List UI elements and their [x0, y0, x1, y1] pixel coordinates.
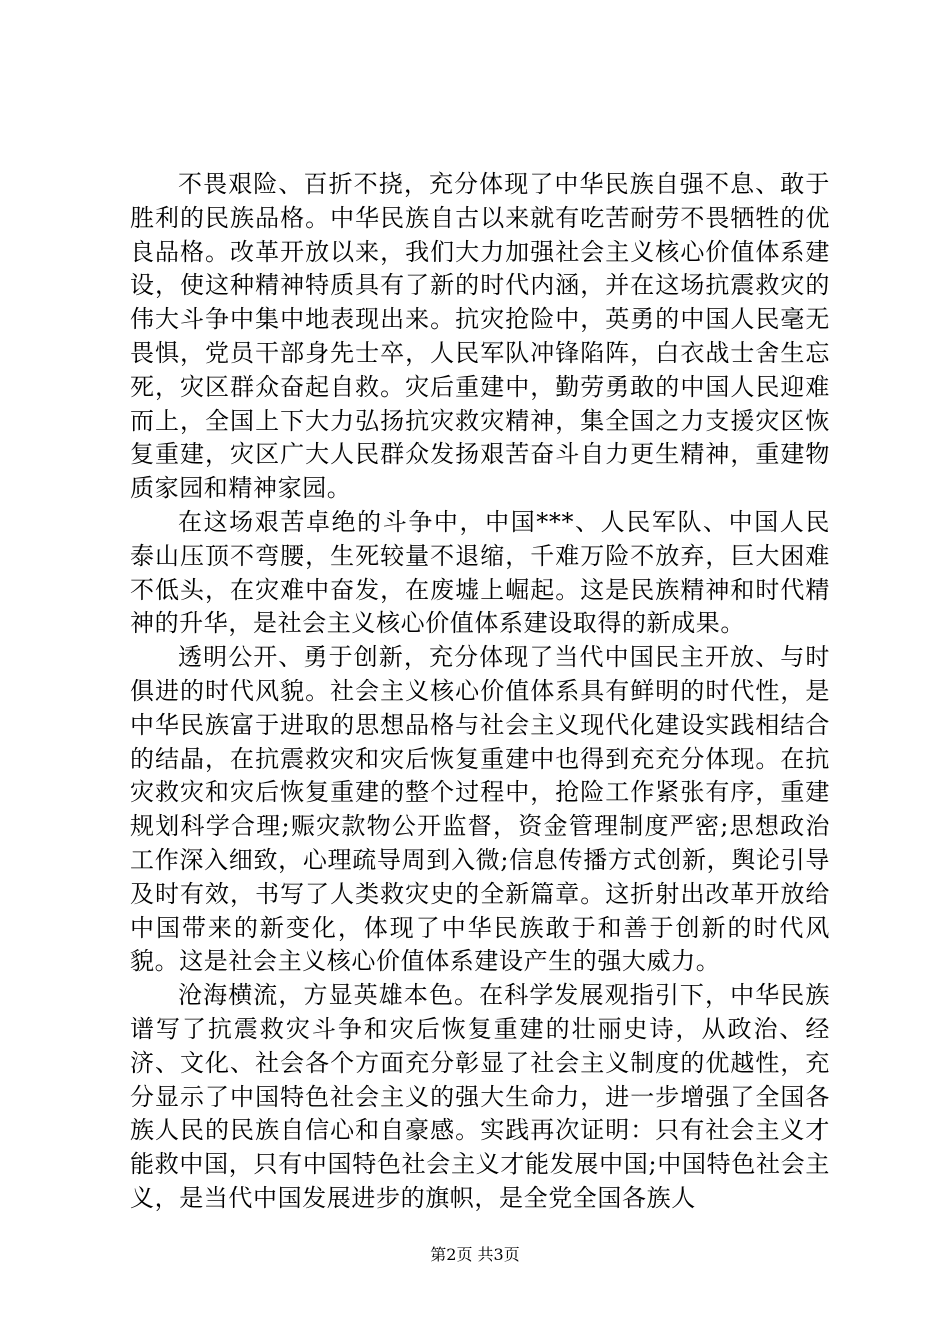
- paragraph-4: 沧海横流，方显英雄本色。在科学发展观指引下，中华民族谱写了抗震救灾斗争和灾后恢复重建的壮丽史诗，从政治、经济、文化、社会各个方面充分彰显了社会主义制度的优越性，充分显示了中国特色社会主义的强大生命力，进一步增强了全国各族人民的民族自信心和自豪感。实践再次证明：只有社会主义才能救中国，只有中国特色社会主义才能发展中国;中国特色社会主义，是当代中国发展进步的旗帜，是全党全国各族人: [130, 981, 830, 1212]
- paragraph-3: 透明公开、勇于创新，充分体现了当代中国民主开放、与时俱进的时代风貌。社会主义核心价值体系具有鲜明的时代性，是中华民族富于进取的思想品格与社会主义现代化建设实践相结合的结晶，在抗震救灾和灾后恢复重建中也得到充充分体现。在抗灾救灾和灾后恢复重建的整个过程中，抢险工作紧张有序，重建规划科学合理;赈灾款物公开监督，资金管理制度严密;思想政治工作深入细致，心理疏导周到入微;信息传播方式创新，舆论引导及时有效，书写了人类救灾史的全新篇章。这折射出改革开放给中国带来的新变化，体现了中华民族敢于和善于创新的时代风貌。这是社会主义核心价值体系建设产生的强大威力。: [130, 643, 830, 976]
- paragraph-2: 在这场艰苦卓绝的斗争中，中国***、人民军队、中国人民泰山压顶不弯腰，生死较量不退缩，千难万险不放弃，巨大困难不低头，在灾难中奋发，在废墟上崛起。这是民族精神和时代精神的升华，是社会主义核心价值体系建设取得的新成果。: [130, 507, 830, 638]
- page-number-footer: 第2页 共3页: [430, 1245, 520, 1264]
- paragraph-1: 不畏艰险、百折不挠，充分体现了中华民族自强不息、敢于胜利的民族品格。中华民族自古以来就有吃苦耐劳不畏牺牲的优良品格。改革开放以来，我们大力加强社会主义核心价值体系建设，使这种精神特质具有了新的时代内涵，并在这场抗震救灾的伟大斗争中集中地表现出来。抗灾抢险中，英勇的中国人民毫无畏惧，党员干部身先士卒，人民军队冲锋陷阵，白衣战士舍生忘死，灾区群众奋起自救。灾后重建中，勤劳勇敢的中国人民迎难而上，全国上下大力弘扬抗灾救灾精神，集全国之力支援灾区恢复重建，灾区广大人民群众发扬艰苦奋斗自力更生精神，重建物质家园和精神家园。: [130, 170, 830, 503]
- document-body: [130, 168, 830, 1216]
